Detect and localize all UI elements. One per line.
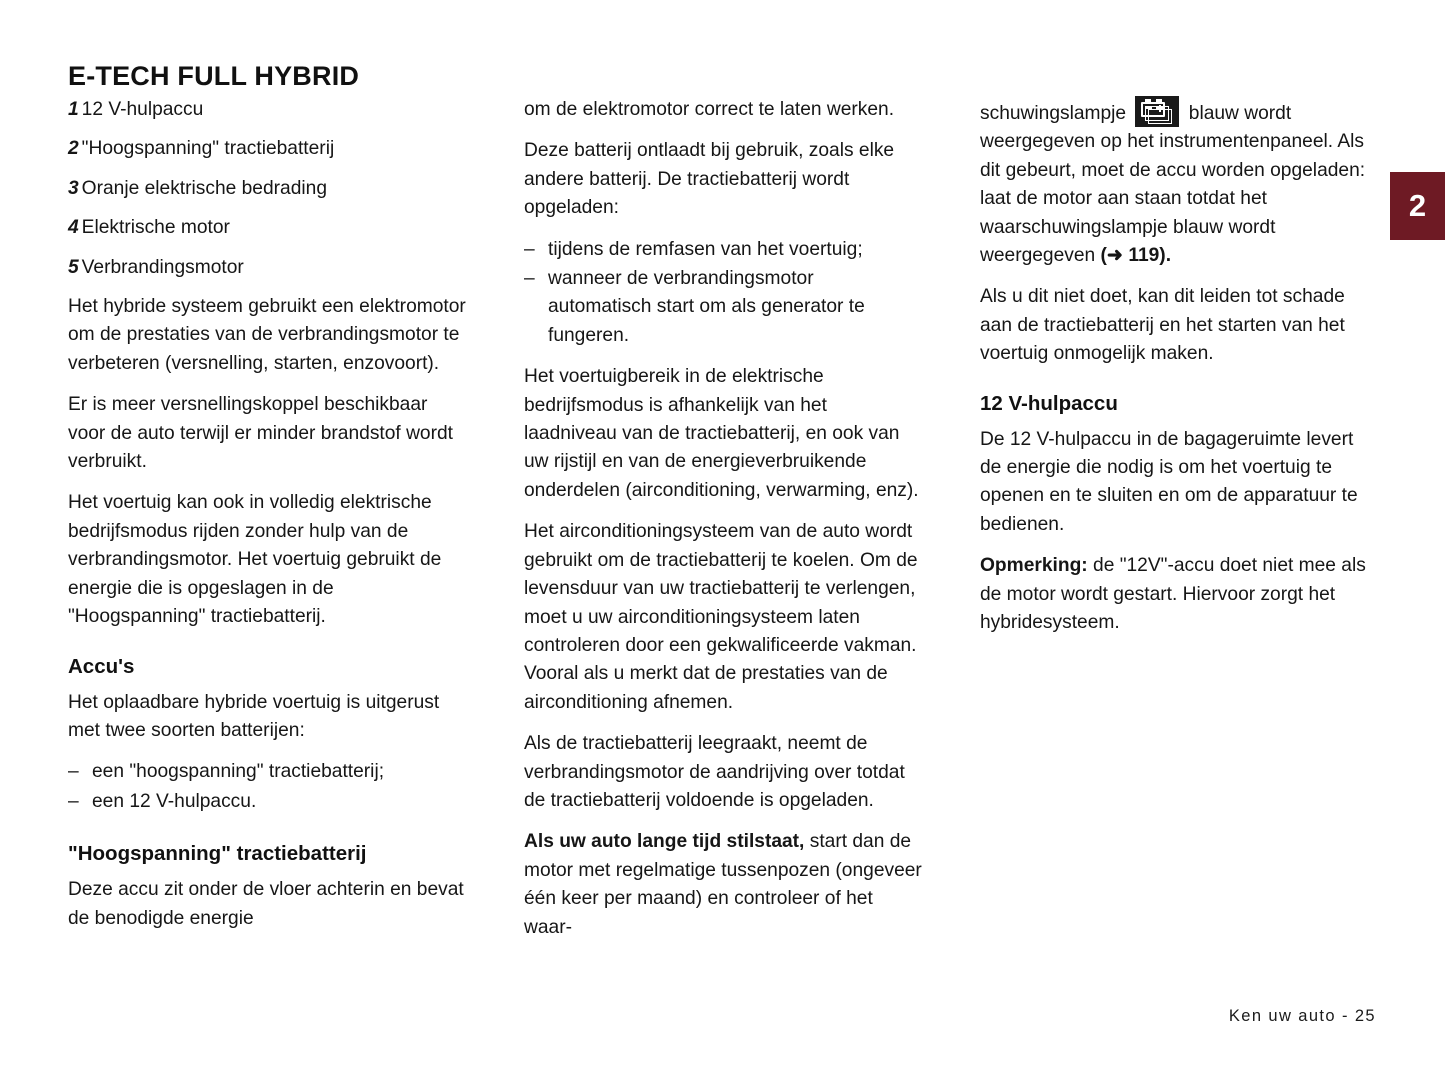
legend-item xyxy=(68,254,466,282)
paragraph-airco: Het airconditioningsysteem van de auto wordt gebruikt om de tractiebatterij te koelen. Om de levensduur van uw tractiebatterij te verlengen, moet u uw airconditioningsysteem laten controleren door een gekwalificeerde vakman. Vooral als u merkt dat de prestaties van de airconditioning afnemen. xyxy=(524,521,918,713)
paragraph-opmerking xyxy=(980,552,1378,637)
heading-hoogspanning: "Hoogspanning" tractiebatterij xyxy=(68,842,367,866)
paragraph-hybrid-system: Het hybride systeem gebruikt een elektromotor om de prestaties van de verbrandingsmotor te verbeteren (versnelling, starten, enzovoort). xyxy=(68,296,466,374)
paragraph-damage-warning: Als u dit niet doet, kan dit leiden tot schade aan de tractiebatterij en het starten van het voertuig onmogelijk maken. xyxy=(980,286,1345,365)
opmerking-label: Opmerking: xyxy=(980,555,1088,577)
legend-label: Elektrische motor xyxy=(81,217,230,239)
legend-item xyxy=(68,214,466,242)
list-item-label: tijdens de remfasen van het voertuig; xyxy=(548,238,863,260)
paragraph-12v-function: De 12 V-hulpaccu in de bagageruimte levert de energie die nodig is om het voertuig te openen en te sluiten en om de apparatuur te bedienen. xyxy=(980,428,1358,535)
dash-bullet: – xyxy=(68,761,79,783)
paragraph-battery-types: Het oplaadbare hybride voertuig is uitgerust met twee soorten batterijen: xyxy=(68,691,440,741)
paragraph-traction-location: Deze accu zit onder de vloer achterin en bevat de benodigde energie xyxy=(68,879,464,929)
legend-number: 2 xyxy=(68,138,79,160)
dash-bullet: – xyxy=(68,790,79,812)
page-title: E-TECH FULL HYBRID xyxy=(68,61,360,92)
legend-label: "Hoogspanning" tractiebatterij xyxy=(81,138,335,160)
paragraph-discharge: Deze batterij ontlaadt bij gebruik, zoals elke andere batterij. De tractiebatterij wordt opgeladen: xyxy=(524,140,895,219)
paragraph-empty-battery: Als de tractiebatterij leegraakt, neemt de verbrandingsmotor de aandrijving over totdat de tractiebatterij voldoende is opgeladen. xyxy=(524,733,905,811)
column-3 xyxy=(980,96,1378,942)
legend-label: Oranje elektrische bedrading xyxy=(81,177,327,199)
legend-number: 3 xyxy=(68,177,79,199)
list-item-label: een "hoogspanning" tractiebatterij; xyxy=(92,761,385,783)
list-item-label: wanneer de verbrandingsmotor automatisch start om als generator te fungeren. xyxy=(548,268,865,346)
column-1 xyxy=(68,96,466,942)
list-item xyxy=(524,236,922,264)
battery-terminal-right xyxy=(1156,99,1162,102)
legend-item xyxy=(68,96,466,124)
paragraph-long-standstill-rest: start dan de motor met regelmatige tussenpozen (ongeveer één keer per maand) en controleer of het waar- xyxy=(524,831,922,938)
paragraph-motor-continued: om de elektromotor correct te laten werken. xyxy=(524,99,895,120)
chapter-tab: 2 xyxy=(1390,172,1445,240)
page-footer: Ken uw auto - 25 xyxy=(1228,1007,1376,1025)
heading-accus: Accu's xyxy=(68,654,135,678)
dash-bullet: – xyxy=(524,268,535,290)
paragraph-torque: Er is meer versnellingskoppel beschikbaar voor de auto terwijl er minder brandstof wordt verbruikt. xyxy=(68,394,453,473)
paragraph-range: Het voertuigbereik in de elektrische bedrijfsmodus is afhankelijk van het laadniveau van de tractiebatterij, en ook van uw rijstijl en van de energieverbruikende onderdelen (airconditioning, verwarming, enz). xyxy=(524,366,919,501)
legend-number: 4 xyxy=(68,217,79,239)
warning-lamp-text-before: schuwingslampje xyxy=(980,103,1132,124)
legend-number: 1 xyxy=(68,99,79,120)
list-item xyxy=(68,758,466,786)
battery-warning-icon xyxy=(1135,96,1179,127)
column-2 xyxy=(524,96,922,942)
dash-bullet: – xyxy=(524,238,535,260)
list-item xyxy=(524,265,922,350)
legend-item xyxy=(68,135,466,163)
cross-reference-119: (➜ 119). xyxy=(1100,245,1172,267)
legend-label: Verbrandingsmotor xyxy=(81,256,244,278)
paragraph-electric-mode: Het voertuig kan ook in volledig elektrische bedrijfsmodus rijden zonder hulp van de verbrandingsmotor. Het voertuig gebruikt de energie die is opgeslagen in de "Hoogspanning" tractiebatterij. xyxy=(68,492,442,628)
list-item-label: een 12 V-hulpaccu. xyxy=(92,790,257,812)
charging-list xyxy=(524,236,922,351)
paragraph-warning-lamp xyxy=(980,96,1378,270)
opmerking-text: de "12V"-accu doet niet mee als de motor wordt gestart. Hiervoor zorgt het hybridesysteem. xyxy=(980,555,1366,634)
legend-item xyxy=(68,175,466,203)
three-column-body xyxy=(68,96,1378,942)
paragraph-long-standstill-bold: Als uw auto lange tijd stilstaat, xyxy=(524,831,805,853)
battery-terminal-left xyxy=(1145,99,1151,102)
legend-label: 12 V-hulpaccu xyxy=(81,99,204,120)
warning-lamp-text-after: blauw wordt weergegeven op het instrumentenpaneel. Als dit gebeurt, moet de accu worden opgeladen: laat de motor aan staan totdat het waarschuwingslampje blauw wordt weergegeven xyxy=(980,103,1366,267)
battery-layer-mid xyxy=(1145,106,1169,121)
list-item xyxy=(68,788,466,816)
paragraph-long-standstill xyxy=(524,828,922,942)
battery-type-list xyxy=(68,758,466,816)
heading-12v-hulpaccu: 12 V-hulpaccu xyxy=(980,391,1118,415)
legend-number: 5 xyxy=(68,256,79,278)
